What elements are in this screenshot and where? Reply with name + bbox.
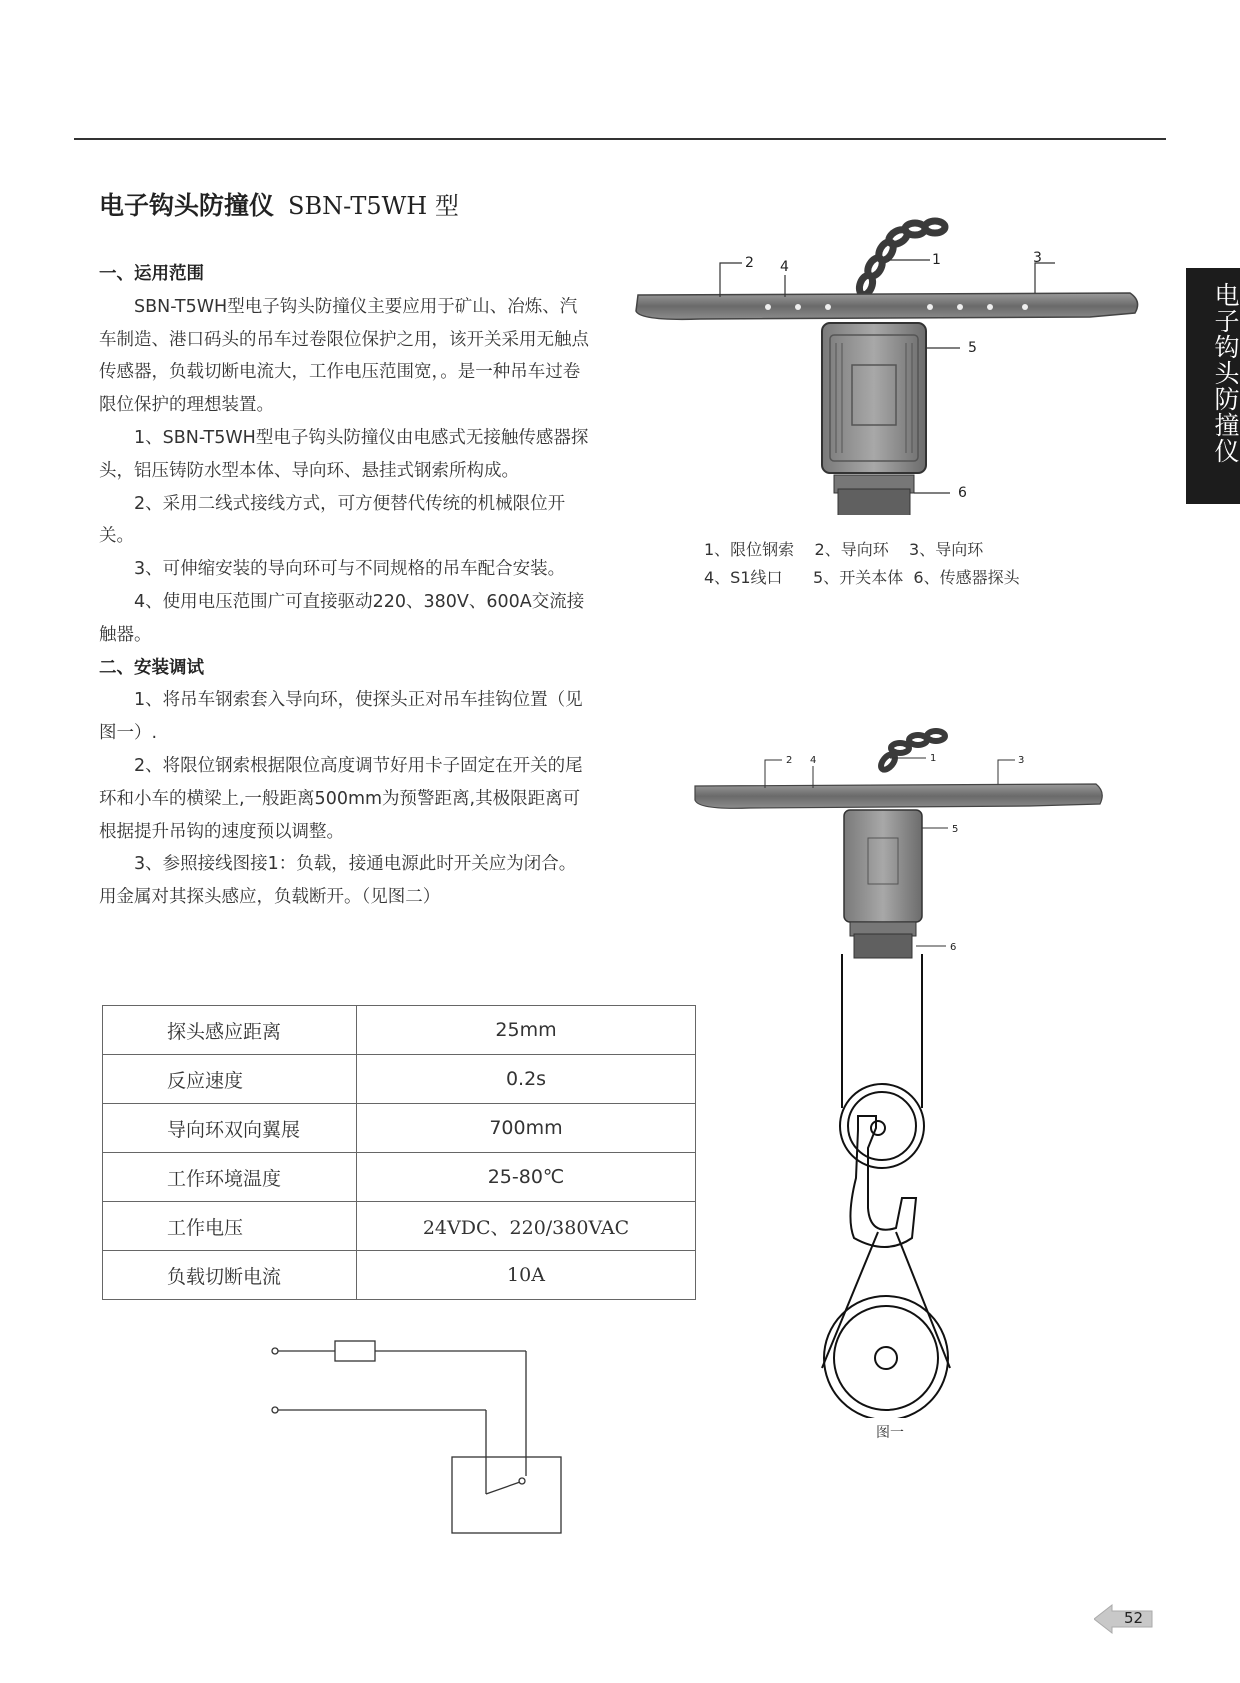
parts-legend	[704, 536, 1020, 592]
callout-4: 4	[780, 259, 789, 275]
spec-label: 探头感应距离	[103, 1006, 357, 1055]
paragraph-install-2: 2、将限位钢索根据限位高度调节好用卡子固定在开关的尾环和小车的横梁上,一般距离500mm为预警距离,其极限距离可根据提升吊钩的速度预以调整。	[99, 755, 583, 842]
spec-value: 25mm	[357, 1006, 696, 1055]
table-row	[103, 1055, 696, 1104]
callout-1: 1	[932, 252, 941, 268]
side-tab	[1186, 268, 1240, 504]
hook-assembly	[822, 954, 950, 1418]
callout-3: 3	[1033, 250, 1042, 266]
paragraph-install-3: 3、参照接线图接1：负载，接通电源此时开关应为闭合。用金属对其探头感应，负载断开。（见图二）	[99, 854, 577, 908]
paragraph-intro: SBN-T5WH型电子钩头防撞仪主要应用于矿山、冶炼、汽车制造、港口码头的吊车过卷限位保护之用，该开关采用无触点传感器，负载切断电流大，工作电压范围宽，。是一种吊车过卷限位保护的理想装置。	[99, 296, 589, 416]
page-title	[99, 186, 459, 222]
spec-label: 工作环境温度	[103, 1153, 357, 1202]
section-heading-usage: 一、运用范围	[99, 264, 204, 284]
installation-figure	[690, 718, 1110, 1418]
spec-label: 负载切断电流	[103, 1251, 357, 1300]
table-row	[103, 1104, 696, 1153]
spec-value: 0.2s	[357, 1055, 696, 1104]
terminal	[272, 1407, 278, 1413]
paragraph-item-2: 2、采用二线式接线方式，可方便替代传统的机械限位开关。	[99, 493, 566, 547]
table-row	[103, 1251, 696, 1300]
load-symbol	[335, 1341, 375, 1361]
paragraph-item-4: 4、使用电压范围广可直接驱动220、380V、600A交流接触器。	[99, 591, 585, 645]
paragraph-item-3: 3、可伸缩安装的导向环可与不同规格的吊车配合安装。	[134, 559, 566, 580]
section-heading-install: 二、安装调试	[99, 657, 204, 678]
legend-line-2: 4、S1线口 5、开关本体 6、传感器探头	[704, 568, 1020, 587]
spec-label: 反应速度	[103, 1055, 357, 1104]
switch-contact	[486, 1482, 520, 1494]
table-row	[103, 1006, 696, 1055]
callout-2-small: 2	[786, 755, 793, 766]
callout-5: 5	[968, 340, 977, 356]
legend-line-1: 1、限位钢索 2、导向环 3、导向环	[704, 540, 984, 559]
paragraph-item-1: 1、SBN-T5WH型电子钩头防撞仪由电感式无接触传感器探头，铝压铸防水型本体、导向环、悬挂式钢索所构成。	[99, 427, 589, 481]
callout-3-small: 3	[1018, 755, 1025, 766]
product-photo-top	[630, 215, 1140, 515]
callout-2: 2	[745, 255, 754, 271]
table-row	[103, 1202, 696, 1251]
spec-table	[102, 1005, 696, 1300]
title-text: 电子钩头防撞仪	[99, 191, 275, 220]
spec-label: 导向环双向翼展	[103, 1104, 357, 1153]
guide-bar	[695, 784, 1102, 808]
callout-6: 6	[958, 485, 967, 501]
figure-caption: 图一	[876, 1425, 904, 1441]
body-text	[99, 258, 589, 914]
page-number: 52	[1124, 1609, 1144, 1627]
callout-1-small: 1	[930, 753, 937, 764]
paragraph-install-1: 1、将吊车钢索套入导向环，使探头正对吊车挂钩位置（见图一）.	[99, 690, 583, 744]
switch-body	[844, 810, 922, 922]
side-tab-label: 电子钩头防撞仪	[1211, 282, 1240, 464]
callout-5-small: 5	[952, 824, 959, 835]
wiring-diagram	[264, 1336, 574, 1546]
switch-box	[452, 1457, 561, 1533]
header-rule	[74, 138, 1166, 140]
spec-value: 25-80℃	[357, 1153, 696, 1202]
page-number-badge	[1094, 1603, 1154, 1639]
spec-value: 24VDC、220/380VAC	[357, 1202, 696, 1251]
table-row	[103, 1153, 696, 1202]
spec-value: 10A	[357, 1251, 696, 1300]
guide-bar	[636, 293, 1138, 319]
chain	[878, 731, 945, 772]
callout-6-small: 6	[950, 942, 957, 953]
switch-body	[822, 323, 926, 473]
spec-value: 700mm	[357, 1104, 696, 1153]
spec-label: 工作电压	[103, 1202, 357, 1251]
callout-4-small: 4	[810, 755, 817, 766]
title-model: SBN-T5WH 型	[288, 192, 459, 220]
terminal	[272, 1348, 278, 1354]
